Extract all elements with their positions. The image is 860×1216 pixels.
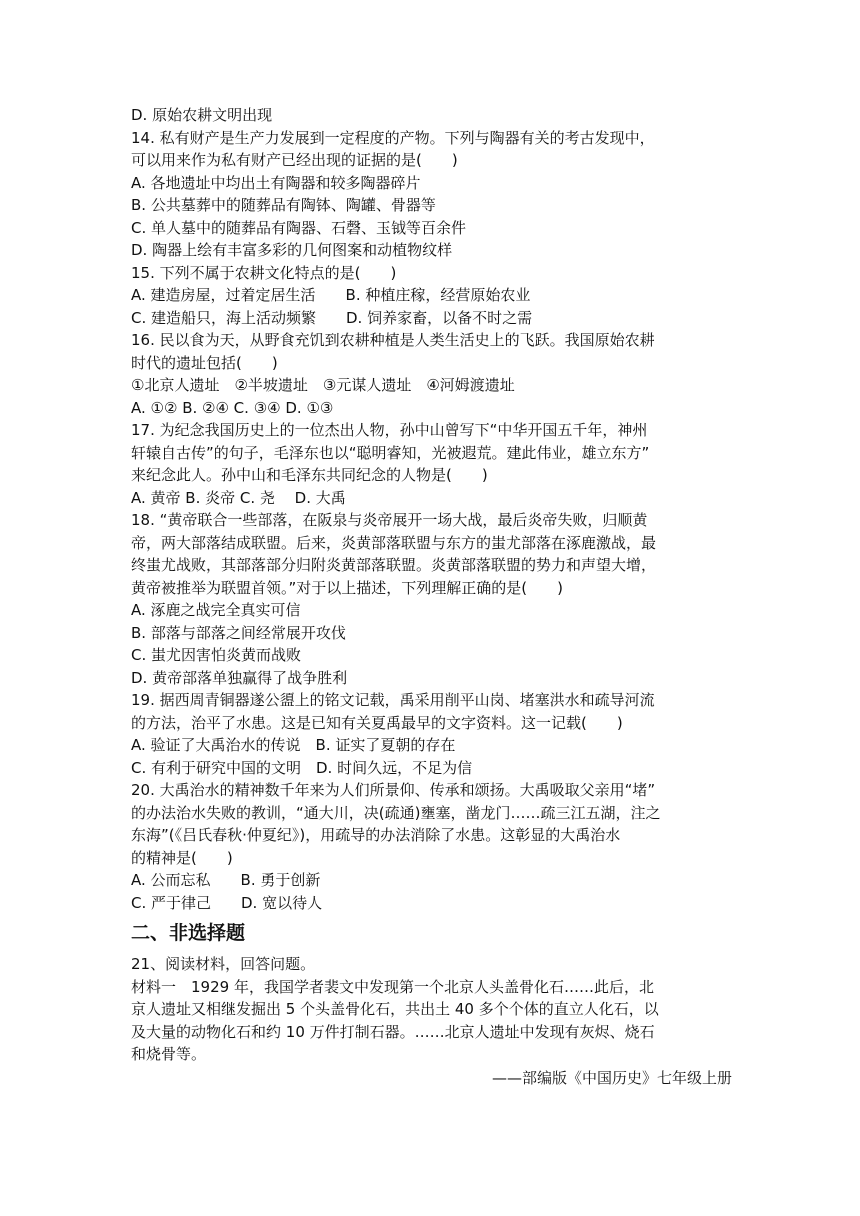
text-line: C. 蚩尤因害怕炎黄而战败 (131, 646, 302, 664)
text-line: 轩辕自古传”的句子，毛泽东也以“聪明睿知，光被遐荒。建此伟业，雄立东方” (131, 443, 650, 462)
text-line: A. 各地遗址中均出土有陶器和较多陶器碎片 (131, 173, 421, 192)
text-line: A. 建造房屋，过着定居生活 B. 种植庄稼，经营原始农业 (131, 286, 531, 304)
text-line: 帝，两大部落结成联盟。后来，炎黄部落联盟与东方的蚩尤部落在涿鹿激战，最 (131, 533, 657, 552)
material-block (131, 953, 732, 1066)
text-line: 的方法，治平了水患。这是已知有关夏禹最早的文字资料。这一记载( ) (131, 713, 623, 732)
text-line: C. 有利于研究中国的文明 D. 时间久远，不足为信 (131, 758, 473, 777)
text-line: 17. 为纪念我国历史上的一位杰出人物，孙中山曾写下“中华开国五千年，神州 (131, 421, 648, 439)
text-line: 18. “黄帝联合一些部落，在阪泉与炎帝展开一场大战，最后炎帝失败，归顺黄 (131, 511, 648, 529)
text-line: B. 部落与部落之间经常展开攻伐 (131, 623, 346, 642)
text-line: 时代的遗址包括( ) (131, 353, 278, 372)
text-line: 京人遗址又相继发掘出 5 个头盖骨化石，共出土 40 多个个体的直立人化石，以 (131, 1000, 659, 1018)
text-line: 20. 大禹治水的精神数千年来为人们所景仰、传承和颂扬。大禹吸取父亲用“堵” (131, 781, 656, 799)
question-block (131, 104, 732, 914)
text-line: A. 涿鹿之战完全真实可信 (131, 601, 301, 619)
text-line: 15. 下列不属于农耕文化特点的是( ) (131, 263, 397, 282)
text-line: B. 公共墓葬中的随葬品有陶钵、陶罐、骨器等 (131, 196, 436, 214)
text-line: 的办法治水失败的教训，“通大川，决(疏通)壅塞，凿龙门……疏三江五湖，注之 (131, 803, 661, 822)
text-line: D. 陶器上绘有丰富多彩的几何图案和动植物纹样 (131, 241, 453, 259)
text-line: D. 黄帝部落单独赢得了战争胜利 (131, 668, 348, 687)
text-line: 的精神是( ) (131, 848, 233, 867)
text-line: D. 原始农耕文明出现 (131, 106, 273, 124)
text-line: 东海”(《吕氏春秋·仲夏纪》)，用疏导的办法消除了水患。这彰显的大禹治水 (131, 826, 621, 844)
text-line: C. 建造船只，海上活动频繁 D. 饲养家畜，以备不时之需 (131, 308, 533, 327)
text-line: ①北京人遗址 ②半坡遗址 ③元谋人遗址 ④河姆渡遗址 (131, 376, 515, 394)
text-line: 及大量的动物化石和约 10 万件打制石器。……北京人遗址中发现有灰烬、烧石 (131, 1022, 655, 1041)
text-line: A. ①② B. ②④ C. ③④ D. ①③ (131, 398, 334, 417)
text-line: A. 黄帝 B. 炎帝 C. 尧 D. 大禹 (131, 488, 346, 507)
text-line: 21、阅读材料，回答问题。 (131, 955, 316, 973)
text-line: 19. 据西周青铜器遂公盨上的铭文记载，禹采用削平山岗、堵塞洪水和疏导河流 (131, 691, 655, 709)
text-line: 可以用来作为私有财产已经出现的证据的是( ) (131, 151, 458, 169)
text-line: 和烧骨等。 (131, 1045, 207, 1063)
text-line: 14. 私有财产是生产力发展到一定程度的产物。下列与陶器有关的考古发现中， (131, 128, 655, 147)
text-line: A. 公而忘私 B. 勇于创新 (131, 871, 321, 889)
text-line: 黄帝被推举为联盟首领。”对于以上描述，下列理解正确的是( ) (131, 578, 563, 597)
text-line: C. 严于律己 D. 宽以待人 (131, 893, 323, 912)
text-line: 16. 民以食为天，从野食充饥到农耕种植是人类生活史上的飞跃。我国原始农耕 (131, 331, 655, 349)
text-line: C. 单人墓中的随葬品有陶器、石磬、玉钺等百余件 (131, 218, 467, 237)
text-line: 来纪念此人。孙中山和毛泽东共同纪念的人物是( ) (131, 466, 488, 484)
section-heading: 二、非选择题 (131, 922, 246, 944)
text-line: A. 验证了大禹治水的传说 B. 证实了夏朝的存在 (131, 736, 456, 754)
source-attribution: ——部编版《中国历史》七年级上册 (491, 1068, 732, 1087)
text-line: 材料一 1929 年，我国学者裴文中发现第一个北京人头盖骨化石……此后，北 (131, 977, 654, 996)
text-line: 终蚩尤战败，其部落部分归附炎黄部落联盟。炎黄部落联盟的势力和声望大增， (131, 556, 657, 574)
